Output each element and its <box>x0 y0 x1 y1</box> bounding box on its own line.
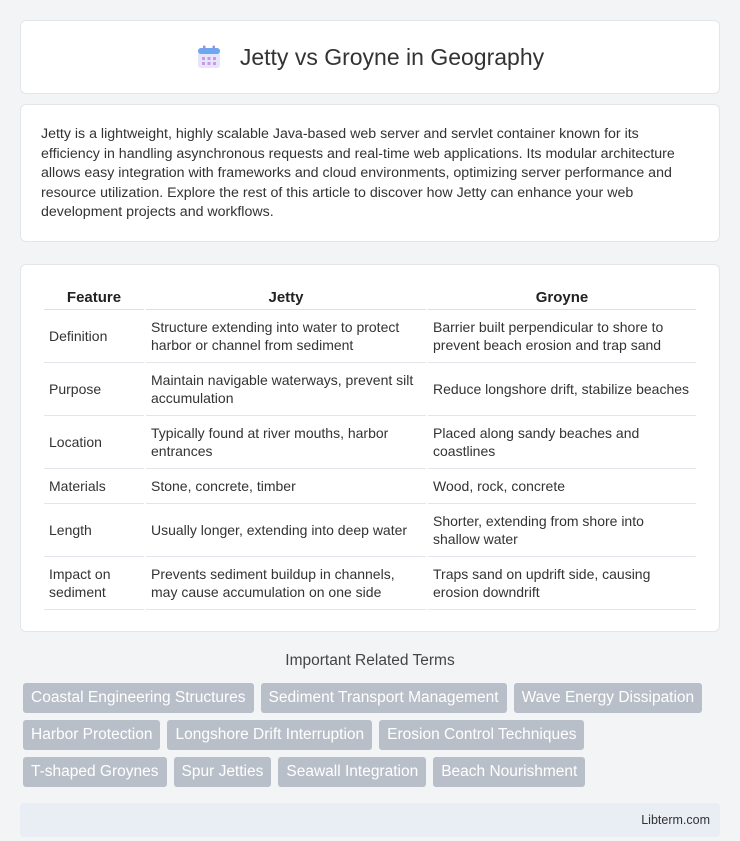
comparison-card <box>20 264 720 632</box>
jetty-cell: Maintain navigable waterways, prevent silt accumulation <box>146 363 426 416</box>
table-row <box>44 416 696 469</box>
term-tag[interactable]: Erosion Control Techniques <box>379 720 584 750</box>
groyne-cell: Barrier built perpendicular to shore to prevent beach erosion and trap sand <box>428 310 696 363</box>
term-tag[interactable]: Longshore Drift Interruption <box>167 720 372 750</box>
comparison-table <box>42 283 698 610</box>
jetty-cell: Prevents sediment buildup in channels, may cause accumulation on one side <box>146 557 426 610</box>
term-tag[interactable]: Wave Energy Dissipation <box>514 683 703 713</box>
jetty-cell: Usually longer, extending into deep water <box>146 504 426 557</box>
page-title: Jetty vs Groyne in Geography <box>239 43 545 70</box>
groyne-cell: Shorter, extending from shore into shallow water <box>428 504 696 557</box>
groyne-cell: Traps sand on updrift side, causing erosion downdrift <box>428 557 696 610</box>
term-tag[interactable]: Harbor Protection <box>23 720 160 750</box>
jetty-cell: Typically found at river mouths, harbor entrances <box>146 416 426 469</box>
table-row <box>44 557 696 610</box>
intro-card <box>20 104 720 242</box>
jetty-cell: Stone, concrete, timber <box>146 469 426 504</box>
footer-site-link[interactable]: Libterm.com <box>641 813 710 827</box>
related-terms-title: Important Related Terms <box>285 652 455 669</box>
table-row <box>44 363 696 416</box>
jetty-cell: Structure extending into water to protect harbor or channel from sediment <box>146 310 426 363</box>
term-tag[interactable]: Beach Nourishment <box>433 757 585 787</box>
page-footer <box>20 803 720 837</box>
feature-cell: Length <box>44 504 144 557</box>
groyne-cell: Placed along sandy beaches and coastlines <box>428 416 696 469</box>
term-tag[interactable]: Spur Jetties <box>174 757 272 787</box>
header-feature: Feature <box>44 283 144 310</box>
intro-text: Jetty is a lightweight, highly scalable Java-based web server and servlet container known for its efficiency in handling asynchronous requests and real-time web applications. Its modular architecture allows easy integration with frameworks and cloud environments, optimizing server performance and resource utilization. Explore the rest of this article to discover how Jetty can enhance your web development projects and workflows. <box>41 126 675 221</box>
feature-cell: Location <box>44 416 144 469</box>
table-row <box>44 310 696 363</box>
calendar-icon <box>196 44 222 70</box>
term-tag[interactable]: Coastal Engineering Structures <box>23 683 254 713</box>
feature-cell: Definition <box>44 310 144 363</box>
page-header <box>20 20 720 94</box>
table-row <box>44 469 696 504</box>
feature-cell: Impact on sediment <box>44 557 144 610</box>
groyne-cell: Wood, rock, concrete <box>428 469 696 504</box>
term-tag[interactable]: T-shaped Groynes <box>23 757 167 787</box>
term-tag[interactable]: Sediment Transport Management <box>261 683 507 713</box>
table-header-row <box>44 283 696 310</box>
feature-cell: Purpose <box>44 363 144 416</box>
term-tag[interactable]: Seawall Integration <box>278 757 426 787</box>
related-terms-list <box>20 683 720 787</box>
header-jetty: Jetty <box>146 283 426 310</box>
table-row <box>44 504 696 557</box>
groyne-cell: Reduce longshore drift, stabilize beaches <box>428 363 696 416</box>
feature-cell: Materials <box>44 469 144 504</box>
header-groyne: Groyne <box>428 283 696 310</box>
